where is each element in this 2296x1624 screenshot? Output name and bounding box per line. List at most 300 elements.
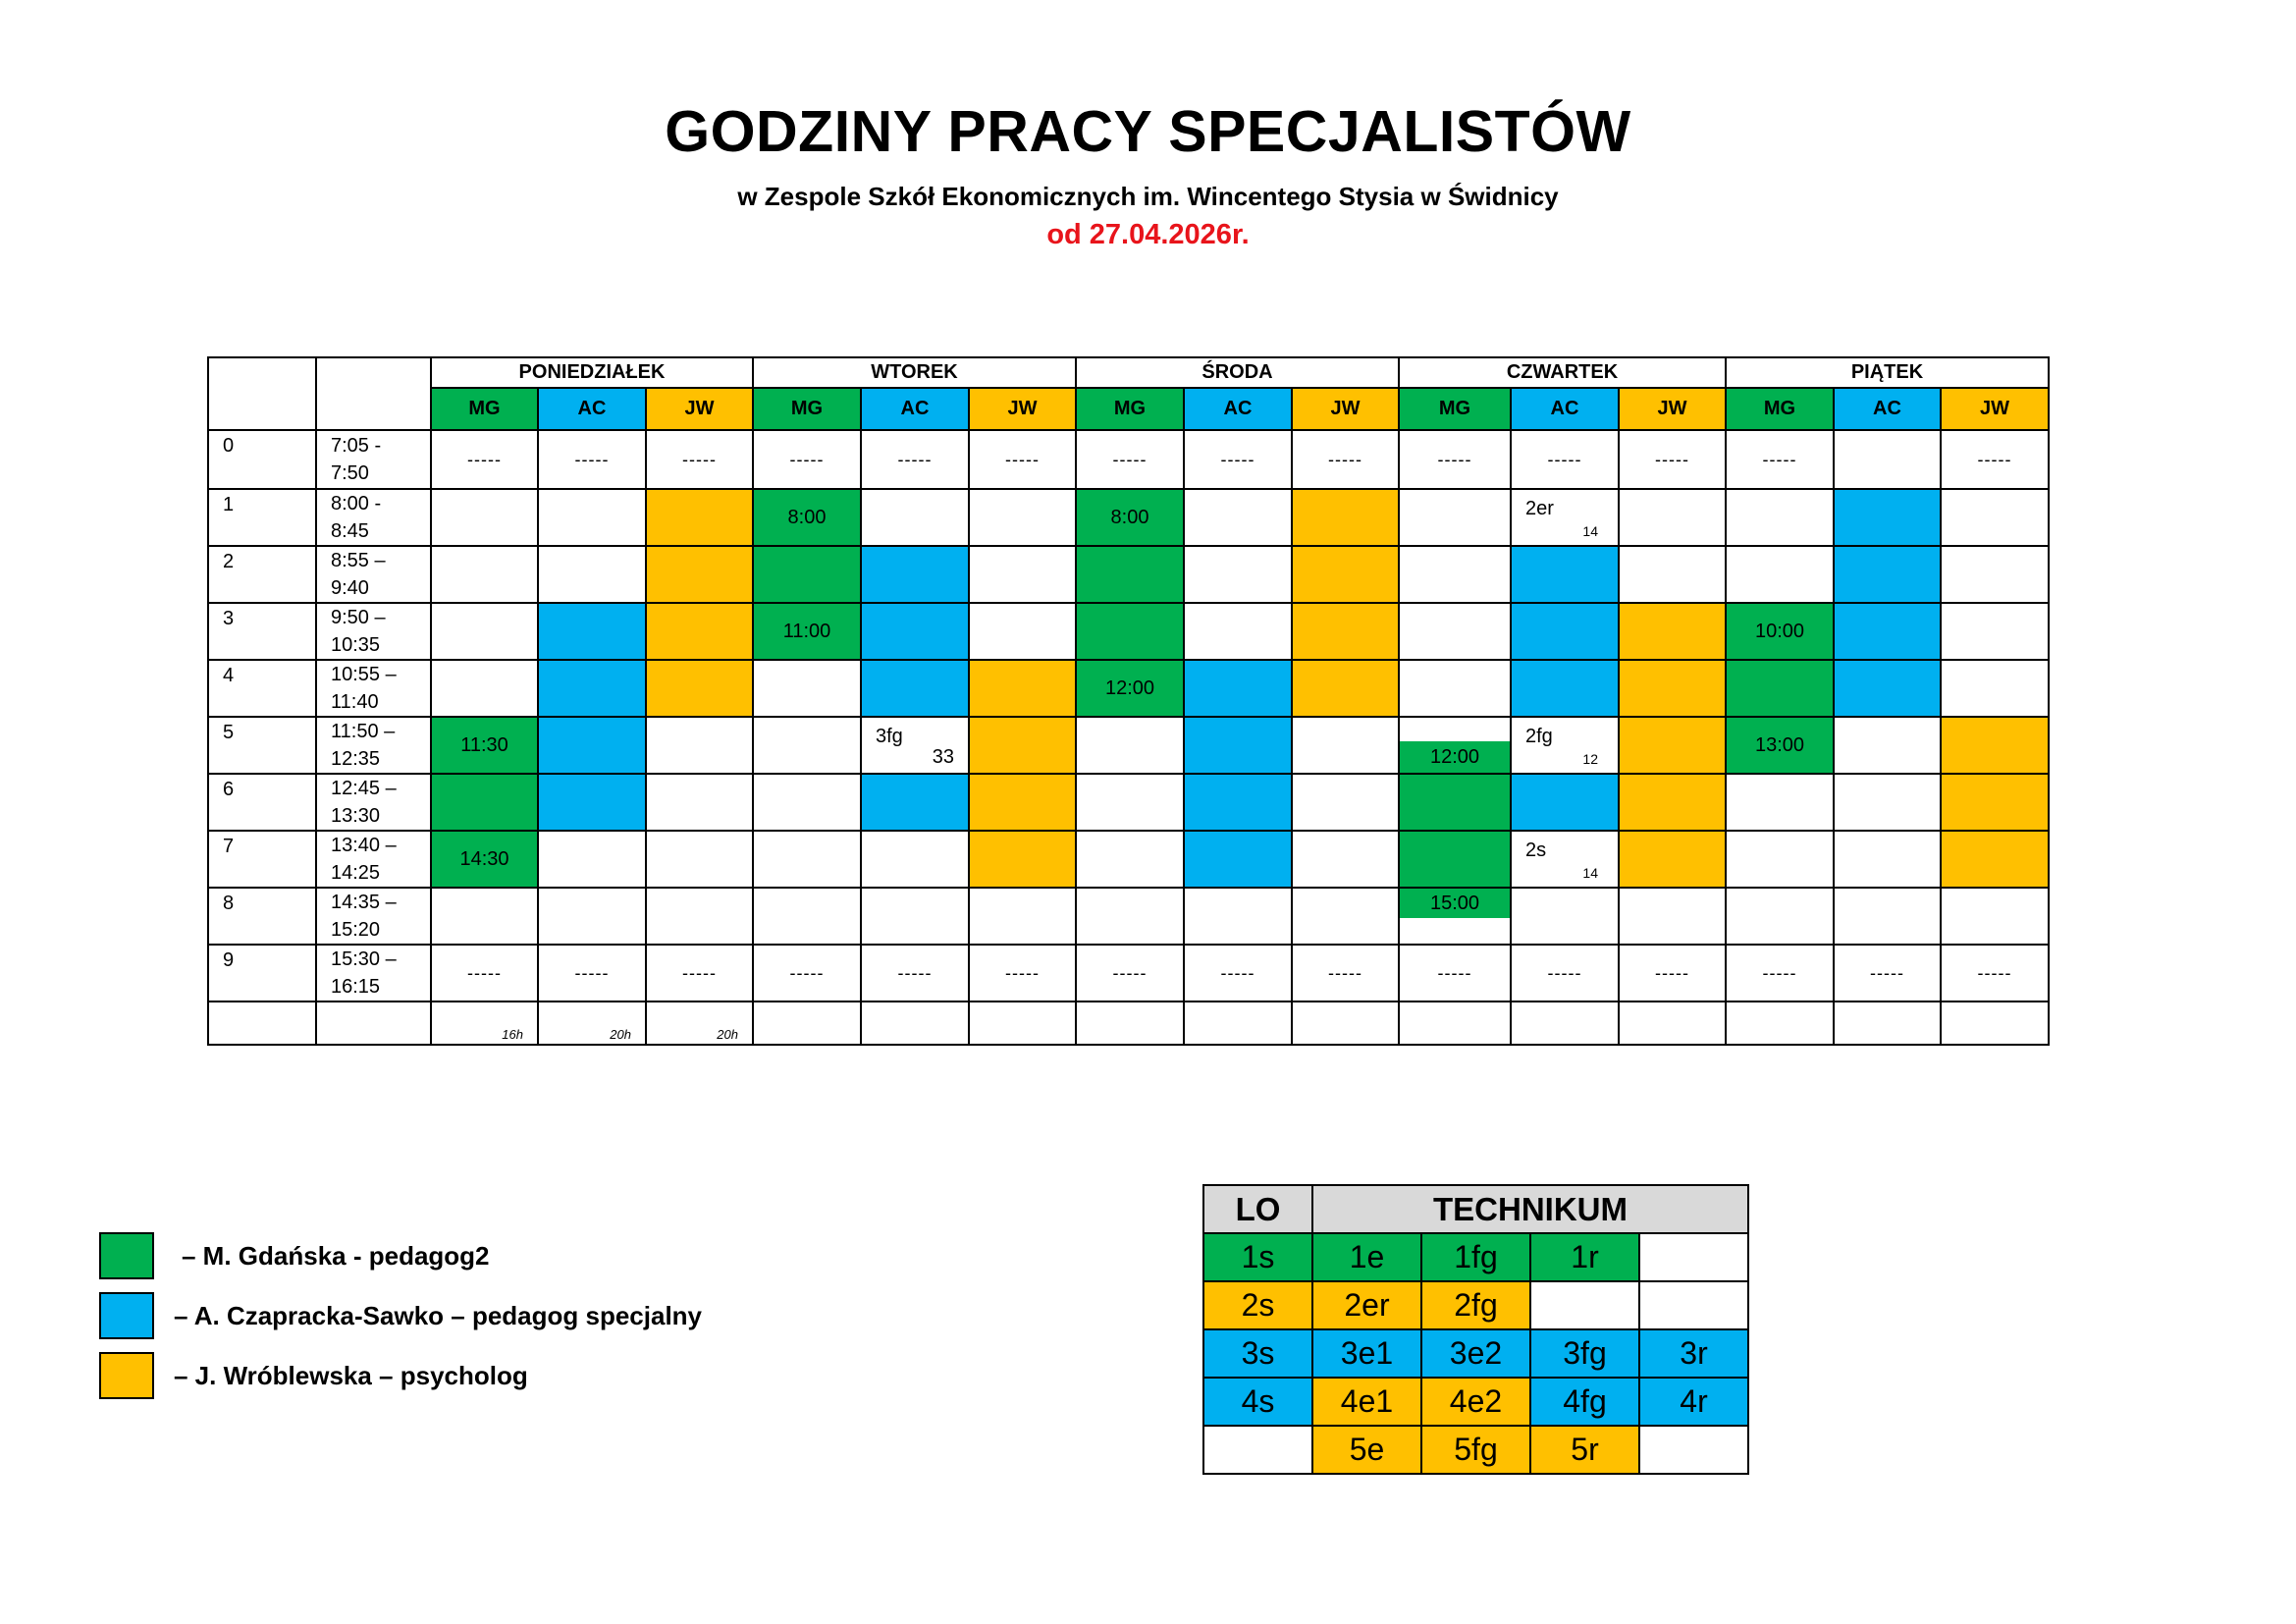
slot-jw [1619,430,1726,489]
slot-ac [1184,717,1292,774]
class-cell: 3e2 [1421,1329,1530,1378]
person-header: AC [1511,388,1619,430]
lesson-time-line: 13:40 – [331,835,397,856]
lesson-number: 4 [208,660,316,717]
slot-jw [1292,717,1399,774]
slot-mg [1726,603,1834,660]
dash-placeholder: ----- [1870,962,1904,983]
slot-mg [431,489,538,546]
lesson-row [208,945,2049,1001]
class-cell [1530,1281,1639,1329]
dash-placeholder: ----- [1762,449,1797,469]
slot-jw [646,945,753,1001]
slot-jw [1292,945,1399,1001]
room-number: 14 [1582,523,1598,539]
slot-mg [1399,546,1511,603]
person-header: MG [1399,388,1511,430]
slot-ac [861,888,969,945]
person-header: MG [1076,388,1184,430]
dash-placeholder: ----- [1112,962,1148,983]
person-header: AC [1184,388,1292,430]
dash-placeholder: ----- [1547,962,1582,983]
dash-placeholder: ----- [1977,962,2012,983]
hours-cell [431,1001,538,1045]
page-title: GODZINY PRACY SPECJALISTÓW [665,99,1631,164]
person-header: AC [1834,388,1941,430]
slot-mg [753,831,861,888]
person-header: JW [969,388,1076,430]
hours-cell [861,1001,969,1045]
class-cell [1639,1426,1748,1474]
slot-ac [1511,888,1619,945]
slot-ac [1511,430,1619,489]
legend-item-mg [99,1232,490,1279]
slot-jw [969,888,1076,945]
lesson-time-line: 7:50 [331,462,369,484]
slot-jw [1941,774,2049,831]
slot-mg [1399,660,1511,717]
dash-placeholder: ----- [1547,449,1582,469]
slot-jw [969,603,1076,660]
slot-jw [1292,660,1399,717]
day-header: CZWARTEK [1399,357,1726,388]
slot-jw [1619,774,1726,831]
start-time: 13:00 [1754,733,1805,756]
lesson-number: 6 [208,774,316,831]
slot-jw [646,831,753,888]
slot-ac [861,717,969,774]
slot-mg [753,489,861,546]
slot-mg [431,430,538,489]
classes-table [1202,1184,1749,1475]
slot-mg [1726,717,1834,774]
slot-ac [1184,660,1292,717]
class-note: 3fg [876,726,903,747]
slot-mg [1076,603,1184,660]
slot-jw [1619,888,1726,945]
slot-jw [1292,546,1399,603]
day-header: ŚRODA [1076,357,1399,388]
hours-cell [1399,1001,1511,1045]
slot-ac [861,660,969,717]
slot-ac [861,831,969,888]
class-cell: 3s [1203,1329,1312,1378]
slot-mg [1726,430,1834,489]
class-cell: 4fg [1530,1378,1639,1426]
lesson-time-line: 16:15 [331,976,381,998]
slot-jw [1619,945,1726,1001]
person-header: MG [1726,388,1834,430]
slot-ac [861,489,969,546]
day-header: PIĄTEK [1726,357,2049,388]
legend-swatch-yellow [99,1352,154,1399]
dash-placeholder: ----- [1977,449,2012,469]
start-time: 11:30 [460,733,508,756]
lesson-row [208,430,2049,489]
slot-jw [1619,546,1726,603]
slot-jw [646,603,753,660]
lesson-time [316,489,431,546]
slot-mg [1076,717,1184,774]
dash-placeholder: ----- [789,449,825,469]
dash-placeholder: ----- [1328,962,1362,983]
slot-mg [1399,603,1511,660]
slot-mg [753,945,861,1001]
slot-mg [431,831,538,888]
weekly-hours-jw: 20h [717,1027,738,1042]
start-time: 12:00 [1104,677,1155,699]
class-cell: 1r [1530,1233,1639,1281]
slot-ac [1834,603,1941,660]
lesson-row [208,831,2049,888]
person-header: JW [1619,388,1726,430]
slot-jw [1619,660,1726,717]
dash-placeholder: ----- [1220,449,1255,469]
people-header-row [208,388,2049,430]
slot-mg [1399,430,1511,489]
lesson-time-line: 13:30 [331,805,381,827]
slot-mg [1076,945,1184,1001]
hours-cell [1076,1001,1184,1045]
slot-mg [1726,546,1834,603]
lesson-time [316,430,431,489]
slot-ac [1184,945,1292,1001]
legend-swatch-green [99,1232,154,1279]
effective-date: od 27.04.2026r. [1046,219,1250,250]
slot-ac [538,774,646,831]
slot-mg [1076,430,1184,489]
lesson-time-line: 14:35 – [331,892,397,913]
slot-mg [431,945,538,1001]
dash-placeholder: ----- [467,449,502,469]
slot-mg [1726,489,1834,546]
slot-mg [1076,660,1184,717]
hours-cell [1726,1001,1834,1045]
start-time: 14:30 [459,847,509,870]
lesson-row [208,774,2049,831]
classes-row [1203,1281,1748,1329]
class-cell [1203,1426,1312,1474]
slot-mg [431,888,538,945]
slot-ac [538,888,646,945]
dash-placeholder: ----- [789,962,825,983]
lesson-time-line: 9:40 [331,577,369,599]
slot-jw [1619,717,1726,774]
start-time: 8:00 [787,506,827,528]
lesson-number: 2 [208,546,316,603]
lesson-row [208,717,2049,774]
lesson-number: 0 [208,430,316,489]
slot-ac [1511,660,1619,717]
room-number: 12 [1582,751,1598,767]
room-number: 14 [1582,865,1598,881]
lesson-row [208,546,2049,603]
slot-mg [431,717,538,774]
legend-label: – A. Czapracka-Sawko – pedagog specjalny [174,1300,703,1330]
lesson-time-line: 15:20 [331,919,381,941]
start-time: 11:00 [782,620,831,642]
hours-row [208,1001,2049,1045]
lesson-time [316,546,431,603]
slot-jw [1941,945,2049,1001]
lesson-number: 8 [208,888,316,945]
slot-mg [1726,888,1834,945]
slot-mg [753,603,861,660]
legend-label: – M. Gdańska - pedagog2 [182,1240,490,1271]
slot-ac [861,430,969,489]
lesson-time [316,774,431,831]
slot-jw [1941,603,2049,660]
class-cell [1639,1233,1748,1281]
dash-placeholder: ----- [1762,962,1797,983]
slot-mg [1726,660,1834,717]
person-header: MG [753,388,861,430]
legend-swatch-blue [99,1292,154,1339]
slot-jw [1941,831,2049,888]
lesson-time-line: 14:25 [331,862,381,884]
slot-ac [538,603,646,660]
lesson-time-line: 8:55 – [331,550,386,571]
hours-cell [1292,1001,1399,1045]
slot-ac [1184,888,1292,945]
slot-jw [1619,603,1726,660]
page-subtitle: w Zespole Szkół Ekonomicznych im. Wincentego Stysia w Świdnicy [737,182,1559,211]
slot-jw [1941,489,2049,546]
slot-ac [1184,489,1292,546]
slot-ac [861,603,969,660]
slot-jw [969,945,1076,1001]
lesson-time-line: 15:30 – [331,948,397,970]
dash-placeholder: ----- [1655,962,1689,983]
lesson-time [316,945,431,1001]
class-note: 2s [1525,839,1547,861]
slot-mg [1076,546,1184,603]
slot-jw [646,489,753,546]
person-header: MG [431,388,538,430]
slot-ac [1184,831,1292,888]
legend-item-jw [99,1352,528,1399]
corner-cell [208,357,316,430]
dash-placeholder: ----- [682,962,717,983]
slot-mg [1399,774,1511,831]
slot-jw [969,831,1076,888]
dash-placeholder: ----- [1437,449,1472,469]
lesson-number: 5 [208,717,316,774]
dash-placeholder: ----- [897,962,933,983]
slot-ac [1834,660,1941,717]
lesson-time-line: 11:40 [331,691,379,713]
slot-ac [1511,546,1619,603]
lesson-number: 9 [208,945,316,1001]
day-header: WTOREK [753,357,1076,388]
classes-row [1203,1426,1748,1474]
slot-ac [861,945,969,1001]
slot-ac [538,831,646,888]
lesson-time-line: 8:45 [331,520,369,542]
slot-jw [1292,489,1399,546]
lesson-row [208,489,2049,546]
slot-jw [969,489,1076,546]
start-time: 12:00 [1400,741,1510,773]
slot-ac [1834,430,1941,489]
slot-jw [1292,774,1399,831]
slot-ac [538,430,646,489]
slot-ac [1834,888,1941,945]
lesson-time [316,660,431,717]
class-cell: 4s [1203,1378,1312,1426]
slot-jw [1292,831,1399,888]
class-cell: 4e1 [1312,1378,1421,1426]
slot-ac [1834,546,1941,603]
slot-jw [1619,831,1726,888]
slot-mg [753,774,861,831]
class-cell: 5r [1530,1426,1639,1474]
dash-placeholder: ----- [1112,449,1148,469]
start-time: 10:00 [1754,620,1805,642]
class-note: 2er [1525,498,1554,519]
slot-jw [646,546,753,603]
slot-ac [1834,774,1941,831]
slot-jw [1292,430,1399,489]
lesson-row [208,603,2049,660]
empty-cell [316,1001,431,1045]
hours-cell [1941,1001,2049,1045]
lesson-time-line: 11:50 – [331,721,396,742]
slot-mg [1399,831,1511,888]
slot-mg [753,546,861,603]
classes-row [1203,1329,1748,1378]
slot-jw [646,660,753,717]
days-header-row [208,357,2049,388]
person-header: JW [1292,388,1399,430]
slot-jw [646,774,753,831]
slot-ac [1511,489,1619,546]
weekly-hours-mg: 16h [502,1027,523,1042]
classes-row [1203,1378,1748,1426]
lesson-number: 7 [208,831,316,888]
legend-label: – J. Wróblewska – psycholog [174,1360,528,1390]
slot-ac [1834,945,1941,1001]
slot-ac [1834,489,1941,546]
lesson-time-line: 10:55 – [331,664,397,685]
slot-jw [646,717,753,774]
slot-ac [1511,831,1619,888]
class-cell: 1e [1312,1233,1421,1281]
slot-mg [431,774,538,831]
lo-header: LO [1203,1185,1312,1233]
person-header: JW [646,388,753,430]
hours-cell [538,1001,646,1045]
slot-ac [538,945,646,1001]
hours-cell [1834,1001,1941,1045]
slot-jw [1941,888,2049,945]
lesson-time [316,717,431,774]
slot-ac [1184,603,1292,660]
slot-mg [1399,945,1511,1001]
slot-jw [1292,888,1399,945]
class-cell: 4e2 [1421,1378,1530,1426]
class-cell: 1s [1203,1233,1312,1281]
slot-ac [1511,774,1619,831]
hours-cell [1511,1001,1619,1045]
schedule-table [207,356,2050,1046]
slot-jw [646,430,753,489]
person-header: AC [538,388,646,430]
slot-ac [1184,774,1292,831]
slot-mg [431,603,538,660]
lesson-number: 3 [208,603,316,660]
legend-item-ac [99,1292,702,1339]
slot-mg [753,888,861,945]
classes-row [1203,1233,1748,1281]
dash-placeholder: ----- [574,449,610,469]
corner-cell [316,357,431,430]
slot-mg [1399,717,1511,774]
start-time: 8:00 [1110,506,1149,528]
slot-mg [1726,831,1834,888]
lesson-time [316,831,431,888]
slot-ac [1511,717,1619,774]
lesson-time [316,603,431,660]
slot-ac [1834,717,1941,774]
slot-mg [1726,945,1834,1001]
class-cell: 3fg [1530,1329,1639,1378]
hours-cell [1184,1001,1292,1045]
class-cell: 3e1 [1312,1329,1421,1378]
lesson-time-line: 12:45 – [331,778,397,799]
slot-mg [753,717,861,774]
slot-ac [538,489,646,546]
hours-cell [753,1001,861,1045]
dash-placeholder: ----- [1005,449,1040,469]
slot-ac [1184,430,1292,489]
day-header: PONIEDZIAŁEK [431,357,753,388]
hours-cell [1619,1001,1726,1045]
slot-jw [969,774,1076,831]
weekly-hours-ac: 20h [610,1027,631,1042]
lesson-time-line: 9:50 – [331,607,386,628]
lesson-time-line: 7:05 - [331,435,382,457]
slot-jw [1941,717,2049,774]
dash-placeholder: ----- [574,962,610,983]
dash-placeholder: ----- [1655,449,1689,469]
lesson-time-line: 8:00 - [331,493,382,514]
slot-mg [431,546,538,603]
lesson-time-line: 10:35 [331,634,381,656]
class-cell: 2fg [1421,1281,1530,1329]
dash-placeholder: ----- [682,449,717,469]
slot-ac [538,717,646,774]
slot-jw [1941,430,2049,489]
lesson-row [208,660,2049,717]
slot-ac [538,660,646,717]
slot-mg [1076,489,1184,546]
class-cell: 5fg [1421,1426,1530,1474]
slot-jw [1619,489,1726,546]
class-cell: 2s [1203,1281,1312,1329]
slot-jw [646,888,753,945]
lesson-time [316,888,431,945]
person-header: JW [1941,388,2049,430]
slot-jw [969,546,1076,603]
class-note: 2fg [1525,726,1553,747]
slot-mg [1726,774,1834,831]
start-time: 15:00 [1400,889,1510,918]
technikum-header: TECHNIKUM [1312,1185,1748,1233]
slot-mg [1399,888,1511,945]
slot-mg [1399,489,1511,546]
slot-ac [1511,945,1619,1001]
